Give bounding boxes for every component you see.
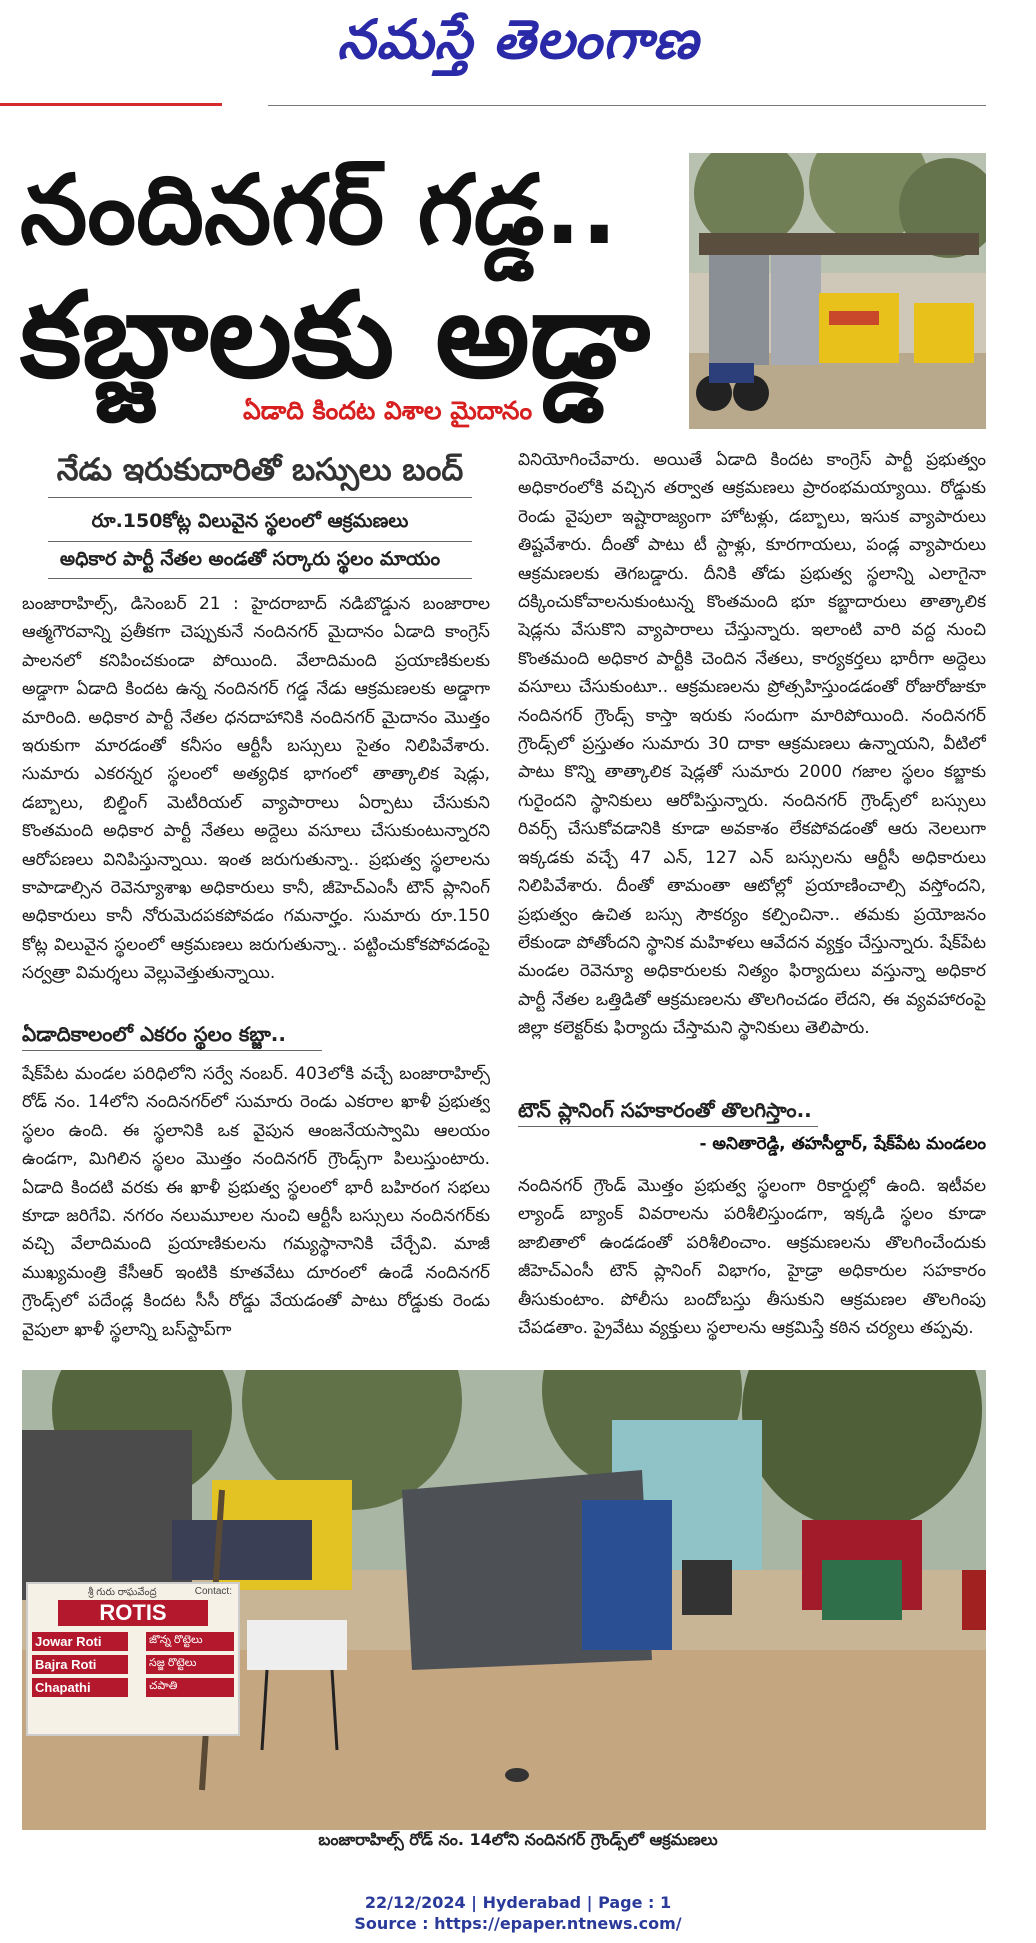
left-section-rule bbox=[22, 1050, 322, 1051]
roti-item-en: Bajra Roti bbox=[32, 1655, 128, 1674]
subhead-2: అధికార పార్టీ నేతల అండతో సర్కారు స్థలం మాయం bbox=[59, 548, 441, 570]
headline-line-1: నందినగర్ గడ్డ.. bbox=[20, 154, 618, 266]
right-section-head: టౌన్ ప్లానింగ్ సహకారంతో తొలగిస్తాం.. bbox=[518, 1098, 812, 1122]
subhead-main: నేడు ఇరుకుదారితో బస్సులు బంద్ bbox=[56, 452, 464, 488]
left-column-para-2: షేక్‌పేట మండల పరిధిలోని సర్వే నంబర్. 403లోకి వచ్చే బంజారాహిల్స్ రోడ్ నం. 14లోని నందినగర్‌లో సుమారు రెండు ఎకరాల ఖాళీ ప్రభుత్వ స్థలం ఉంది. ఈ స్థలానికి ఒక వైపున ఆంజనేయస్వామి ఆలయం ఉండగా, మిగిలిన స్థలం మొత్తం నందినగర్ గ్రౌండ్స్‌గా పిలుస్తుంటారు. ఏడాది కిందటి వరకు ఈ ఖాళీ ప్రభుత్వ స్థలంలో భారీ బహిరంగ సభలు కూడా జరిగేవి. నగరం నలుమూలల నుంచి ఆర్టీసీ బస్సులు నందినగర్‌కు వచ్చి వేలాదిమంది ప్రయాణికులను గమ్యస్థానానికి చేర్చేవి. మాజీ ముఖ్యమంత్రి కేసీఆర్ ఇంటికి కూతవేటు దూరంలో ఉండే నందినగర్ గ్రౌండ్స్‌లో పదేండ్ల కిందట సీసీ రోడ్డు వేయడంతో పాటు రోడ్డుకు రెండు వైపులా ఖాళీ స్థలాన్ని బస్‌స్టాప్‌గా bbox=[22, 1064, 490, 1340]
left-section-head: ఏడాదికాలంలో ఎకరం స్థలం కబ్జా.. bbox=[22, 1022, 286, 1046]
roti-sign-title: ROTIS bbox=[58, 1600, 208, 1626]
subhead-1: రూ.150కోట్ల విలువైన స్థలంలో ఆక్రమణలు bbox=[91, 510, 409, 532]
left-column-para-1: బంజారాహిల్స్, డిసెంబర్ 21 : హైదరాబాద్ నడిబొడ్డున బంజారాల ఆత్మగౌరవాన్ని ప్రతీకగా చెప్పుకునే నందినగర్ మైదానం ఏడాది కాంగ్రెస్ పాలనలో కనిపించకుండా పోయింది. వేలాదిమంది ప్రయాణికులకు అడ్డాగా ఏడాది కిందట ఉన్న నందినగర్ గడ్డ నేడు ఆక్రమణలకు అడ్డాగా మారింది. అధికార పార్టీ నేతల ధనదాహానికి నందినగర్ మైదానం మొత్తం ఇరుకుగా మారడంతో కనీసం ఆర్టీసీ బస్సులు సైతం నిలిపివేశారు. సుమారు ఎకరన్నర స్థలంలో అత్యధిక భాగంలో తాత్కాలిక షెడ్లు, డబ్బాలు, బిల్డింగ్ మెటీరియల్ వ్యాపారాలు ఏర్పాటు చేసుకుని కొంతమంది అధికార పార్టీ నేతలు అద్దెలు వసూలు చేసుకుంటున్నారని ఆరోపణలు వినిపిస్తున్నాయి. ఇంత జరుగుతున్నా.. ప్రభుత్వ స్థలాలను కాపాడాల్సిన రెవెన్యూశాఖ అధికారులు కానీ, జీహెచ్ఎంసీ టౌన్ ప్లానింగ్ అధికారులు కానీ నోరుమెదపకపోవడం గమనార్హం. సుమారు రూ.150 కోట్ల విలువైన స్థలంలో ఆక్రమణలు జరుగుతున్నా.. పట్టించుకోకపోవడంపై సర్వత్రా విమర్శలు వెల్లువెత్తుతున్నాయి. bbox=[22, 594, 490, 984]
right-byline: - అనితారెడ్డి, తహసీల్దార్, షేక్‌పేట మండలం bbox=[699, 1134, 986, 1154]
footer-date-line: 22/12/2024 | Hyderabad | Page : 1 bbox=[364, 1893, 672, 1912]
photo-caption: బంజారాహిల్స్ రోడ్ నం. 14లోని నందినగర్ గ్రౌండ్స్‌లో ఆక్రమణలు bbox=[318, 1830, 718, 1849]
roti-sign-contact: Contact: bbox=[194, 1586, 232, 1597]
masthead-gray-rule bbox=[268, 105, 986, 106]
footer-source-line: Source : https://epaper.ntnews.com/ bbox=[354, 1914, 682, 1933]
headline-kicker: ఏడాది కిందట విశాల మైదానం bbox=[243, 396, 533, 425]
subhead-rule-2 bbox=[48, 541, 472, 542]
right-column-para-1: వినియోగించేవారు. అయితే ఏడాది కిందట కాంగ్రెస్ పార్టీ ప్రభుత్వం అధికారంలోకి వచ్చిన తర్వాత ఆక్రమణలు ప్రారంభమయ్యాయి. రోడ్డుకు రెండు వైపులా ఇష్టారాజ్యంగా హోటళ్లు, డబ్బాలు, ఇసుక వ్యాపారులు తిష్టవేశారు. దీంతో పాటు టీ స్టాళ్లు, కూరగాయలు, పండ్ల వ్యాపారులు ఆక్రమణలకు తెగబడ్డారు. దీనికి తోడు ప్రభుత్వ స్థలాన్ని ఎలాగైనా దక్కించుకోవాలనుకుంటున్న కొంతమంది భూ కబ్జాదారులు తాత్కాలిక షెడ్లను వేసుకొని వ్యాపారాలు చేస్తున్నారు. ఇలాంటి వారి వద్ద నుంచి కొంతమంది అధికార పార్టీకి చెందిన నేతలు, కార్యకర్తలు భారీగా అద్దెలు వసూలు చేసుకుంటూ.. ఆక్రమణలను ప్రోత్సహిస్తుండడంతో రోజురోజుకూ నందినగర్ గ్రౌండ్స్ కాస్తా ఇరుకు సందుగా మారిపోయింది. నందినగర్ గ్రౌండ్స్‌లో ప్రస్తుతం సుమారు 30 దాకా ఆక్రమణలు ఉన్నాయని, వీటిలో పాటు కొన్ని తాత్కాలిక షెడ్లతో సుమారు 2000 గజాల స్థలం కబ్జాకు గురైందని స్థానికులు ఆరోపిస్తున్నారు. నందినగర్ గ్రౌండ్స్‌లో బస్సులు రివర్స్ చేసుకోవడానికి కూడా అవకాశం లేకపోవడంతో ఆరు నెలలుగా ఇక్కడకు వచ్చే 47 ఎన్, 127 ఎన్ బస్సులను ఆర్టీసీ అధికారులు నిలిపివేశారు. దీంతో తామంతా ఆటోల్లో ప్రయాణించాల్సి వస్తోందని, ప్రభుత్వం ఉచిత బస్సు సౌకర్యం కల్పించినా.. తమకు ప్రయోజనం లేకుండా పోతోందని స్థానిక మహిళలు ఆవేదన వ్యక్తం చేస్తున్నారు. షేక్‌పేట మండల రెవెన్యూ అధికారులకు నిత్యం ఫిర్యాదులు వస్తున్నా అధికార పార్టీ నేతల ఒత్తిడితో ఆక్రమణలను తొలగించడం లేదని, ఈ వ్యవహారంపై జిల్లా కలెక్టర్‌కు ఫిర్యాదు చేస్తామని స్థానికులు తెలిపారు. bbox=[518, 450, 986, 1039]
roti-sign bbox=[26, 1582, 240, 1736]
top-photo-illustration bbox=[689, 153, 986, 429]
roti-sign-items-te bbox=[146, 1632, 234, 1697]
bottom-photo bbox=[22, 1370, 986, 1830]
masthead-logo: నమస్తే తెలంగాణ bbox=[337, 8, 699, 71]
roti-item-en: Jowar Roti bbox=[32, 1632, 128, 1651]
subhead-rule-1 bbox=[48, 497, 472, 498]
roti-sign-items-en bbox=[32, 1632, 128, 1697]
roti-item-te: సజ్జ రొట్టెలు bbox=[146, 1655, 234, 1674]
roti-item-te: చపాతి bbox=[146, 1678, 234, 1697]
footer bbox=[0, 1892, 1036, 1934]
top-photo bbox=[689, 153, 986, 429]
right-section-rule bbox=[518, 1126, 818, 1127]
roti-sign-top: శ్రీ గురు రాఘవేంద్ర bbox=[88, 1587, 157, 1598]
headline-line-2: కబ్జాలకు అడ్డా bbox=[20, 266, 651, 404]
subhead-rule-3 bbox=[48, 578, 472, 579]
roti-item-te: జొన్న రొట్టెలు bbox=[146, 1632, 234, 1651]
masthead-red-rule bbox=[0, 103, 222, 106]
right-column-para-2: నందినగర్ గ్రౌండ్ మొత్తం ప్రభుత్వ స్థలంగా రికార్డుల్లో ఉంది. ఇటీవల ల్యాండ్ బ్యాంక్ వివరాలను పరిశీలిస్తుండగా, ఇక్కడి స్థలం కూడా జాబితాలో ఉండడంతో పరిశీలించాం. ఆక్రమణలను తొలగించేందుకు జీహెచ్ఎంసీ టౌన్ ప్లానింగ్ విభాగం, హైడ్రా అధికారుల సహకారం తీసుకుంటాం. పోలీసు బందోబస్తు తీసుకుని ఆక్రమణల తొలగింపు చేపడతాం. ప్రైవేటు వ్యక్తులు స్థలాలను ఆక్రమిస్తే కఠిన చర్యలు తప్పవు. bbox=[518, 1176, 986, 1339]
roti-item-en: Chapathi bbox=[32, 1678, 128, 1697]
